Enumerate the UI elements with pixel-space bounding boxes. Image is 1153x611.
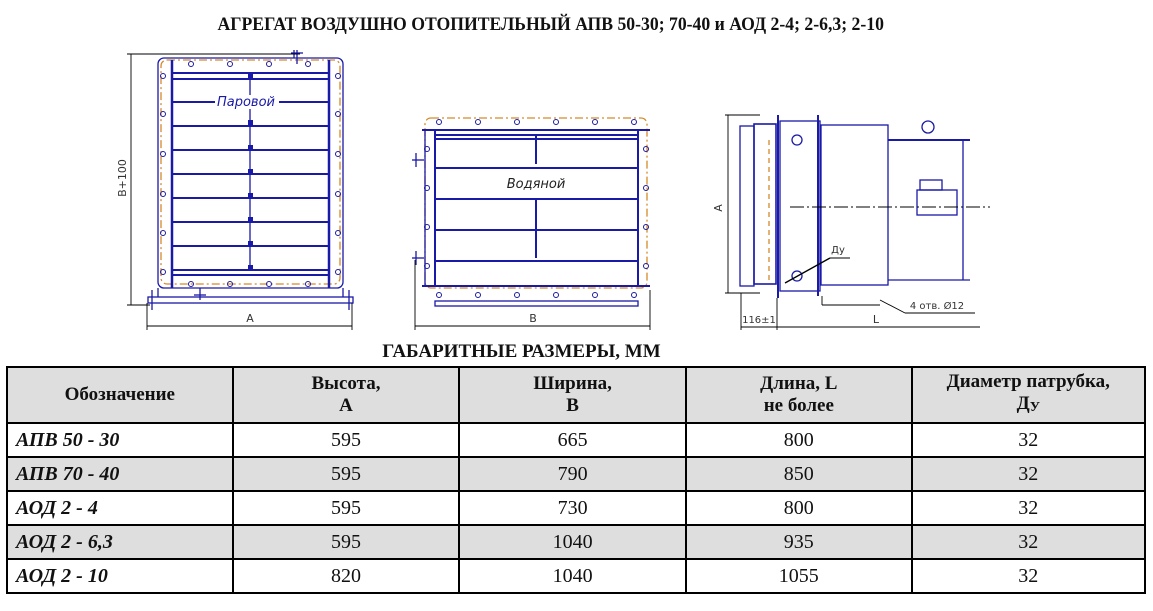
cell-width: 790	[459, 457, 686, 491]
holes-label: 4 отв. Ø12	[909, 301, 965, 312]
cell-diameter: 32	[912, 559, 1145, 593]
cell-length: 1055	[686, 559, 912, 593]
cell-height: 595	[233, 491, 460, 525]
technical-drawings	[0, 40, 1153, 340]
nozzle-label: Ду	[831, 245, 845, 256]
dimensions-table	[6, 366, 1146, 594]
steam-label: Паровой	[216, 95, 276, 110]
cell-name: АОД 2 - 4	[7, 491, 233, 525]
dim-l: L	[872, 313, 880, 326]
cell-name: АОД 2 - 6,3	[7, 525, 233, 559]
table-row	[7, 525, 1145, 559]
cell-height: 595	[233, 457, 460, 491]
dim-a-steam: A	[246, 312, 254, 325]
cell-diameter: 32	[912, 423, 1145, 457]
cell-diameter: 32	[912, 457, 1145, 491]
cell-height: 820	[233, 559, 460, 593]
table-caption: ГАБАРИТНЫЕ РАЗМЕРЫ, ММ	[382, 341, 661, 362]
dim-offset: 116±1	[742, 315, 776, 326]
header-length: Длина, L не более	[686, 367, 912, 423]
cell-name: АПВ 70 - 40	[7, 457, 233, 491]
table-row	[7, 423, 1145, 457]
side-view-drawing	[725, 115, 990, 330]
water-label: Водяной	[506, 177, 566, 192]
cell-width: 730	[459, 491, 686, 525]
header-diameter: Диаметр патрубка, ДУ	[912, 367, 1145, 423]
header-designation: Обозначение	[7, 367, 233, 423]
table-row	[7, 457, 1145, 491]
dim-a-side: A	[712, 204, 725, 212]
dim-b-water: B	[529, 312, 537, 325]
dim-b-plus-100: B+100	[116, 159, 129, 197]
cell-length: 935	[686, 525, 912, 559]
cell-height: 595	[233, 525, 460, 559]
steam-heater-drawing	[127, 50, 353, 330]
cell-length: 800	[686, 423, 912, 457]
table-row	[7, 559, 1145, 593]
cell-width: 1040	[459, 559, 686, 593]
cell-height: 595	[233, 423, 460, 457]
header-width: Ширина, В	[459, 367, 686, 423]
cell-length: 850	[686, 457, 912, 491]
document-title: АГРЕГАТ ВОЗДУШНО ОТОПИТЕЛЬНЫЙ АПВ 50-30; 70-40 и АОД 2-4; 2-6,3; 2-10	[217, 14, 884, 35]
cell-name: АОД 2 - 10	[7, 559, 233, 593]
cell-length: 800	[686, 491, 912, 525]
cell-name: АПВ 50 - 30	[7, 423, 233, 457]
table-header-row	[7, 367, 1145, 423]
water-heater-drawing	[412, 118, 650, 330]
table-row	[7, 491, 1145, 525]
header-height: Высота, А	[233, 367, 460, 423]
cell-diameter: 32	[912, 525, 1145, 559]
cell-diameter: 32	[912, 491, 1145, 525]
cell-width: 1040	[459, 525, 686, 559]
cell-width: 665	[459, 423, 686, 457]
